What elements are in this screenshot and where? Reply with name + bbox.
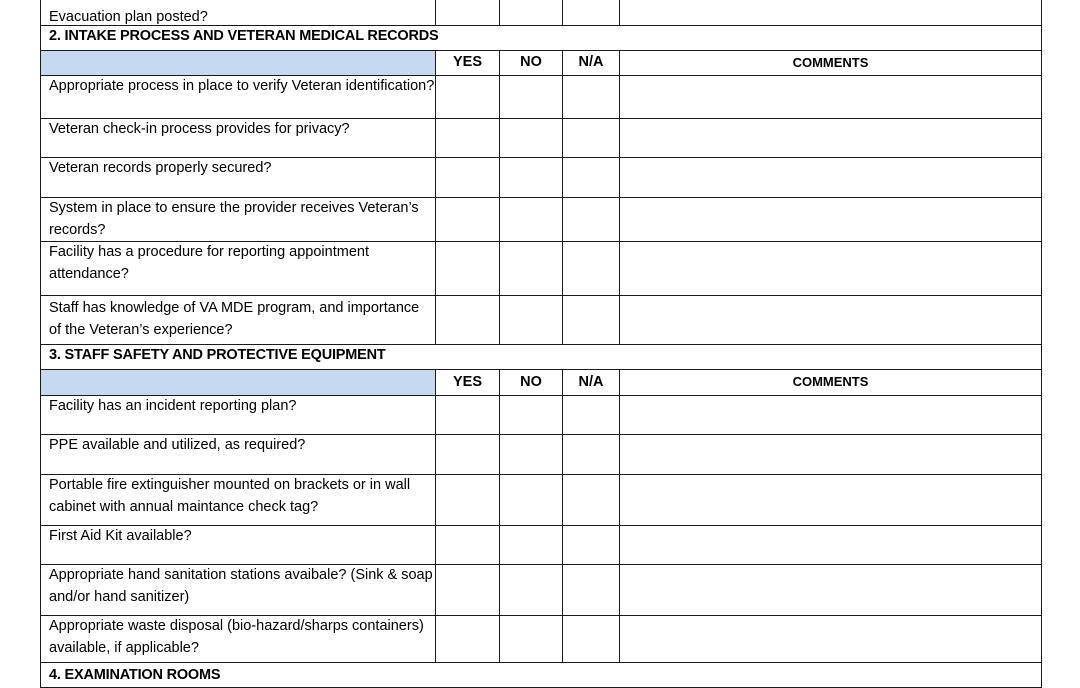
comments-header: COMMENTS	[620, 51, 1042, 76]
question-cell: Facility has a procedure for reporting appointment attendance?	[41, 242, 436, 296]
question-cell: Veteran check-in process provides for privacy?	[41, 119, 436, 158]
table-row	[41, 76, 1042, 119]
question-cell: Staff has knowledge of VA MDE program, and importance of the Veteran’s experience?	[41, 296, 436, 345]
question-cell: Portable fire extinguisher mounted on brackets or in wall cabinet with annual maintance check tag?	[41, 475, 436, 526]
section-4-title	[41, 663, 1042, 688]
table-row	[41, 475, 1042, 526]
table-row	[41, 565, 1042, 616]
comments-cell[interactable]	[620, 158, 1042, 198]
no-checkbox-cell[interactable]	[500, 158, 563, 198]
no-header: NO	[500, 370, 563, 396]
na-checkbox-cell[interactable]	[563, 119, 620, 158]
section-4-title-text: 4. EXAMINATION ROOMS	[49, 667, 221, 682]
question-cell: System in place to ensure the provider receives Veteran’s records?	[41, 198, 436, 242]
question-cell: Appropriate waste disposal (bio-hazard/sharps containers) available, if applicable?	[41, 616, 436, 663]
question-cell: Appropriate process in place to verify Veteran identification?	[41, 76, 436, 119]
no-checkbox-cell[interactable]	[500, 296, 563, 345]
comments-cell[interactable]	[620, 475, 1042, 526]
na-checkbox-cell[interactable]	[563, 0, 620, 26]
na-checkbox-cell[interactable]	[563, 76, 620, 119]
no-checkbox-cell[interactable]	[500, 396, 563, 435]
question-cell: First Aid Kit available?	[41, 526, 436, 565]
na-checkbox-cell[interactable]	[563, 158, 620, 198]
question-header-cell	[41, 370, 436, 396]
section-header-row	[41, 26, 1042, 51]
no-checkbox-cell[interactable]	[500, 76, 563, 119]
no-checkbox-cell[interactable]	[500, 242, 563, 296]
yes-header: YES	[436, 370, 500, 396]
table-row	[41, 296, 1042, 345]
table-row	[41, 158, 1042, 198]
comments-cell[interactable]	[620, 526, 1042, 565]
na-checkbox-cell[interactable]	[563, 565, 620, 616]
table-row	[41, 0, 1042, 26]
yes-checkbox-cell[interactable]	[436, 242, 500, 296]
section-3-title: 3. STAFF SAFETY AND PROTECTIVE EQUIPMENT	[41, 345, 1042, 370]
na-checkbox-cell[interactable]	[563, 396, 620, 435]
no-checkbox-cell[interactable]	[500, 0, 563, 26]
table-row	[41, 242, 1042, 296]
comments-cell[interactable]	[620, 435, 1042, 475]
yes-checkbox-cell[interactable]	[436, 616, 500, 663]
no-header: NO	[500, 51, 563, 76]
na-checkbox-cell[interactable]	[563, 526, 620, 565]
table-row	[41, 198, 1042, 242]
no-checkbox-cell[interactable]	[500, 565, 563, 616]
section-header-row	[41, 663, 1042, 688]
yes-checkbox-cell[interactable]	[436, 435, 500, 475]
table-row	[41, 435, 1042, 475]
question-cell: Appropriate hand sanitation stations avaibale? (Sink & soap and/or hand sanitizer)	[41, 565, 436, 616]
comments-header: COMMENTS	[620, 370, 1042, 396]
na-checkbox-cell[interactable]	[563, 616, 620, 663]
na-checkbox-cell[interactable]	[563, 296, 620, 345]
comments-cell[interactable]	[620, 396, 1042, 435]
table-row	[41, 616, 1042, 663]
no-checkbox-cell[interactable]	[500, 198, 563, 242]
comments-cell[interactable]	[620, 0, 1042, 26]
inspection-checklist-table	[40, 0, 1042, 688]
column-header-row	[41, 370, 1042, 396]
question-cell: PPE available and utilized, as required?	[41, 435, 436, 475]
section-2-title: 2. INTAKE PROCESS AND VETERAN MEDICAL RECORDS	[41, 26, 1042, 51]
na-checkbox-cell[interactable]	[563, 242, 620, 296]
comments-cell[interactable]	[620, 198, 1042, 242]
yes-header: YES	[436, 51, 500, 76]
comments-cell[interactable]	[620, 242, 1042, 296]
question-cell	[41, 0, 436, 26]
no-checkbox-cell[interactable]	[500, 616, 563, 663]
table-row	[41, 396, 1042, 435]
yes-checkbox-cell[interactable]	[436, 526, 500, 565]
comments-cell[interactable]	[620, 565, 1042, 616]
question-cell: Facility has an incident reporting plan?	[41, 396, 436, 435]
yes-checkbox-cell[interactable]	[436, 76, 500, 119]
na-checkbox-cell[interactable]	[563, 198, 620, 242]
section-header-row	[41, 345, 1042, 370]
yes-checkbox-cell[interactable]	[436, 565, 500, 616]
yes-checkbox-cell[interactable]	[436, 0, 500, 26]
yes-checkbox-cell[interactable]	[436, 158, 500, 198]
question-header-cell	[41, 51, 436, 76]
no-checkbox-cell[interactable]	[500, 435, 563, 475]
comments-cell[interactable]	[620, 119, 1042, 158]
column-header-row	[41, 51, 1042, 76]
na-checkbox-cell[interactable]	[563, 435, 620, 475]
yes-checkbox-cell[interactable]	[436, 475, 500, 526]
no-checkbox-cell[interactable]	[500, 526, 563, 565]
na-header: N/A	[563, 370, 620, 396]
no-checkbox-cell[interactable]	[500, 475, 563, 526]
na-checkbox-cell[interactable]	[563, 475, 620, 526]
yes-checkbox-cell[interactable]	[436, 396, 500, 435]
yes-checkbox-cell[interactable]	[436, 198, 500, 242]
table-row	[41, 119, 1042, 158]
table-row	[41, 526, 1042, 565]
comments-cell[interactable]	[620, 616, 1042, 663]
yes-checkbox-cell[interactable]	[436, 119, 500, 158]
yes-checkbox-cell[interactable]	[436, 296, 500, 345]
comments-cell[interactable]	[620, 296, 1042, 345]
comments-cell[interactable]	[620, 76, 1042, 119]
no-checkbox-cell[interactable]	[500, 119, 563, 158]
question-cell: Veteran records properly secured?	[41, 158, 436, 198]
na-header: N/A	[563, 51, 620, 76]
question-text: Evacuation plan posted?	[49, 9, 208, 25]
